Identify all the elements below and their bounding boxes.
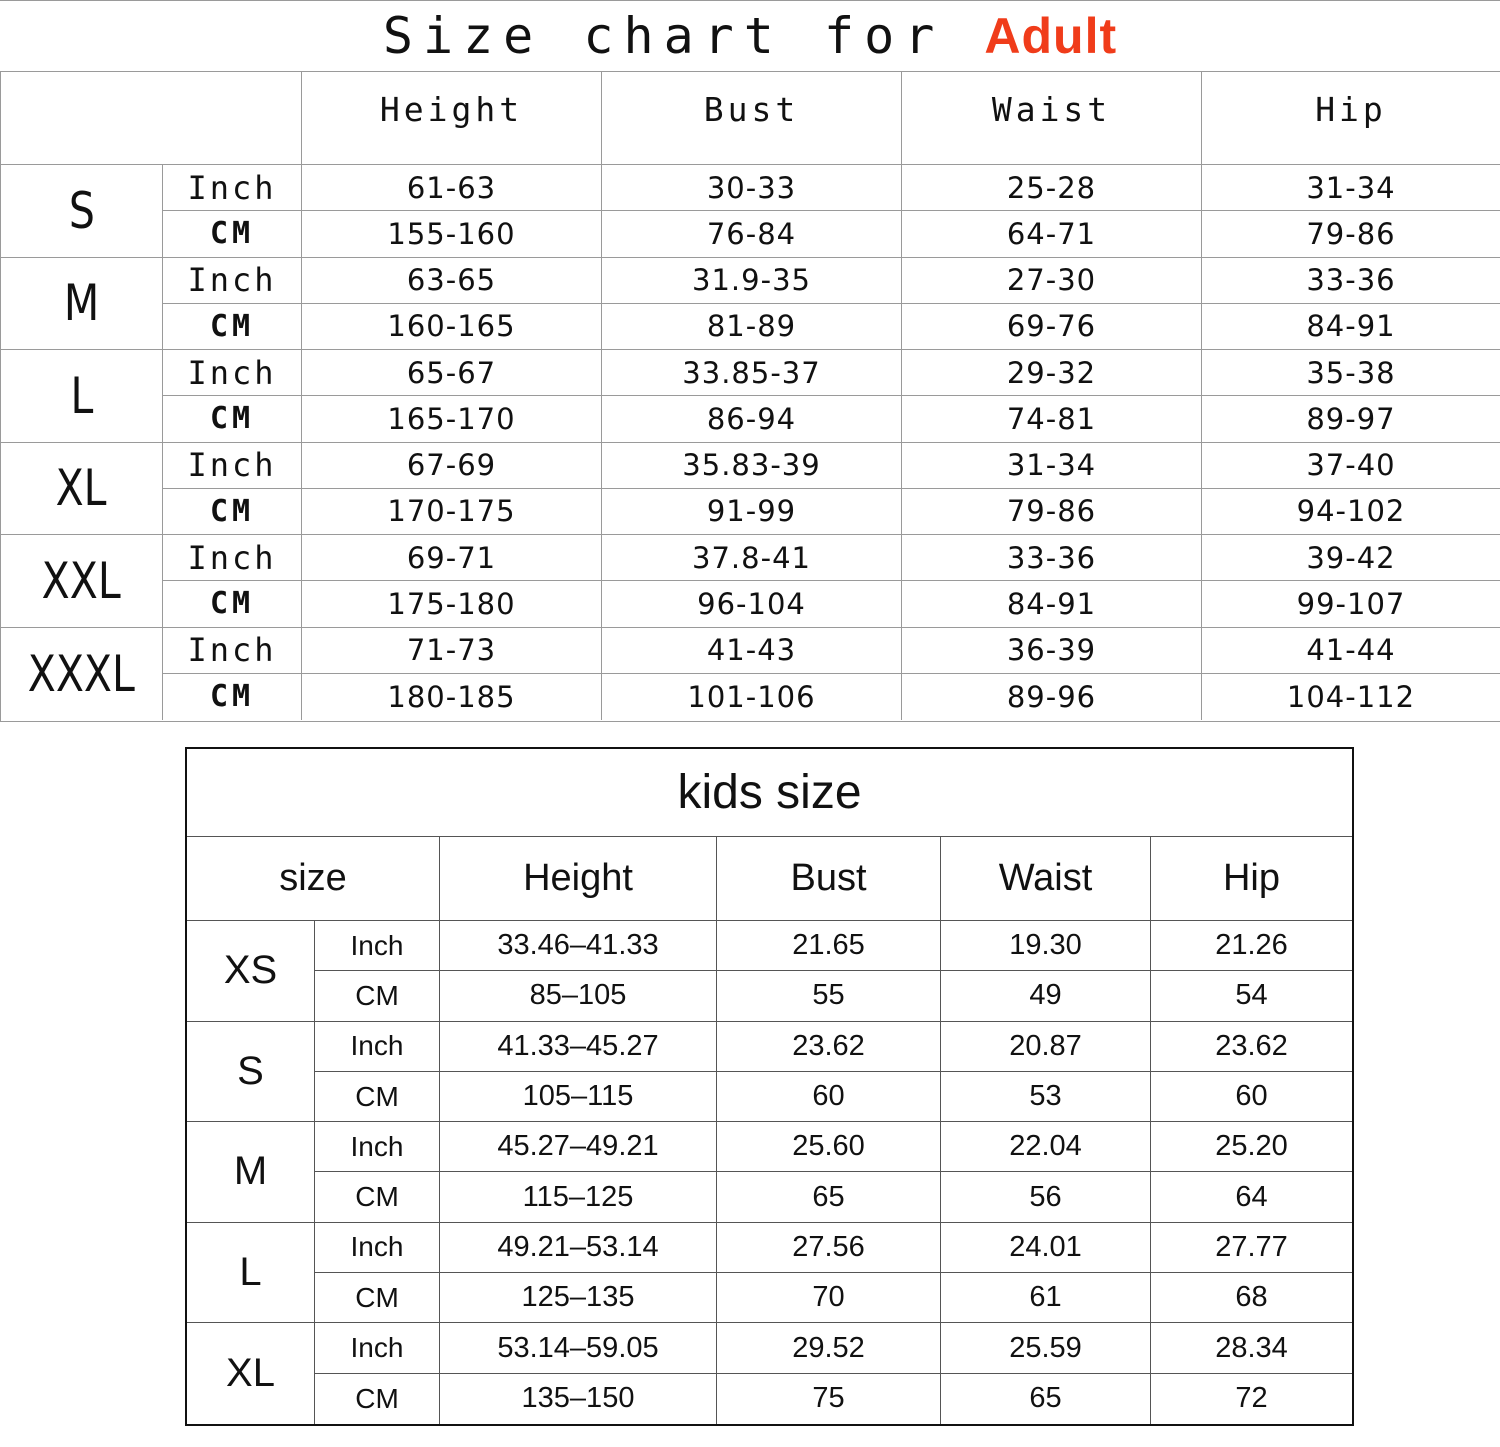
adult-waist-inch-cell: 27-30	[902, 258, 1202, 304]
kids-bust-cm-cell: 65	[717, 1172, 941, 1222]
kids-header-waist: Waist	[941, 837, 1151, 921]
kids-header-bust: Bust	[717, 837, 941, 921]
adult-size-label	[1, 535, 163, 628]
kids-height-cm-cell: 135–150	[440, 1374, 717, 1424]
kids-bust-cm-cell: 70	[717, 1273, 941, 1323]
adult-height-cm-cell: 160-165	[302, 304, 602, 350]
kids-waist-cm-cell: 56	[941, 1172, 1151, 1222]
adult-size-xxxl: XXXL	[27, 644, 136, 703]
adult-height-inch-cell: 65-67	[302, 350, 602, 396]
adult-hip-inch-cell: 31-34	[1202, 165, 1500, 211]
adult-size-label	[1, 258, 163, 351]
adult-hip-cm-cell: 94-102	[1202, 489, 1500, 535]
adult-size-label	[1, 165, 163, 258]
adult-size-label	[1, 628, 163, 721]
adult-unit-cm: CM	[163, 211, 302, 257]
kids-size-table	[187, 837, 1352, 1424]
adult-hip-inch-cell: 39-42	[1202, 535, 1500, 581]
kids-hip-cm-cell: 72	[1235, 1382, 1268, 1415]
adult-hip-cm-cell: 104-112	[1202, 674, 1500, 720]
adult-height-cm-cell: 180-185	[302, 674, 602, 720]
adult-header-height: Height	[302, 72, 602, 165]
kids-hip-inch-cell: 25.20	[1151, 1122, 1352, 1172]
adult-header-corner	[1, 72, 302, 165]
adult-hip-cm-cell: 89-97	[1202, 396, 1500, 442]
kids-hip-cm-cell: 54	[1151, 971, 1352, 1021]
kids-bust-inch-cell: 21.65	[717, 921, 941, 971]
kids-bust-cm-cell: 60	[717, 1072, 941, 1122]
kids-height-inch-cell: 45.27–49.21	[440, 1122, 717, 1172]
adult-bust-cm-cell: 86-94	[602, 396, 902, 442]
adult-waist-cm-cell: 79-86	[902, 489, 1202, 535]
adult-waist-inch-cell: 29-32	[902, 350, 1202, 396]
kids-height-cm-cell: 85–105	[440, 971, 717, 1021]
adult-bust-cm-cell: 81-89	[602, 304, 902, 350]
kids-unit-inch: Inch	[315, 921, 440, 971]
adult-hip-inch-cell: 33-36	[1202, 258, 1500, 304]
kids-unit-cm: CM	[315, 971, 440, 1021]
kids-height-cm-cell: 105–115	[440, 1072, 717, 1122]
adult-height-inch-cell: 67-69	[302, 443, 602, 489]
kids-header-size: size	[187, 837, 440, 921]
kids-waist-inch-cell: 22.04	[941, 1122, 1151, 1172]
adult-size-chart	[0, 0, 1500, 722]
kids-height-inch-cell: 41.33–45.27	[440, 1022, 717, 1072]
kids-size-chart	[185, 747, 1354, 1426]
adult-waist-inch-cell: 31-34	[902, 443, 1202, 489]
adult-header-hip: Hip	[1202, 72, 1500, 165]
adult-size-xxl: XXL	[41, 551, 122, 610]
adult-title-prefix: Size chart for	[382, 7, 985, 65]
adult-bust-inch-cell: 35.83-39	[602, 443, 902, 489]
adult-waist-cm-cell: 84-91	[902, 581, 1202, 627]
adult-bust-cm-cell: 101-106	[602, 674, 902, 720]
adult-size-table	[0, 72, 1500, 722]
adult-waist-cm-cell: 89-96	[902, 674, 1202, 720]
kids-height-inch-cell: 49.21–53.14	[440, 1223, 717, 1273]
kids-bust-inch-cell: 25.60	[717, 1122, 941, 1172]
adult-chart-title	[0, 0, 1500, 72]
kids-unit-inch: Inch	[315, 1323, 440, 1373]
kids-waist-cm-cell: 53	[941, 1072, 1151, 1122]
adult-unit-inch: Inch	[163, 258, 302, 304]
adult-waist-cm-cell: 69-76	[902, 304, 1202, 350]
kids-waist-cm-cell: 61	[941, 1273, 1151, 1323]
adult-hip-inch-cell: 37-40	[1202, 443, 1500, 489]
kids-hip-inch-cell: 23.62	[1151, 1022, 1352, 1072]
adult-unit-inch: Inch	[163, 350, 302, 396]
kids-size-xl: XL	[187, 1323, 315, 1424]
kids-unit-inch: Inch	[315, 1122, 440, 1172]
adult-unit-cm: CM	[163, 489, 302, 535]
kids-hip-cm-cell: 60	[1151, 1072, 1352, 1122]
adult-height-cm-cell: 155-160	[302, 211, 602, 257]
adult-unit-cm: CM	[163, 581, 302, 627]
kids-waist-inch-cell: 25.59	[941, 1323, 1151, 1373]
adult-size-m: M	[63, 274, 100, 333]
adult-bust-inch-cell: 33.85-37	[602, 350, 902, 396]
kids-size-s: S	[187, 1022, 315, 1123]
kids-height-cm-cell: 115–125	[440, 1172, 717, 1222]
adult-height-inch-cell: 71-73	[302, 628, 602, 674]
kids-hip-cm-cell: 68	[1151, 1273, 1352, 1323]
adult-bust-inch-cell: 30-33	[602, 165, 902, 211]
adult-bust-cm-cell: 96-104	[602, 581, 902, 627]
kids-unit-cm: CM	[315, 1374, 440, 1424]
adult-unit-cm: CM	[163, 304, 302, 350]
adult-height-inch-cell: 63-65	[302, 258, 602, 304]
adult-size-xl: XL	[56, 459, 107, 518]
adult-size-l: L	[70, 366, 93, 425]
kids-hip-inch-cell: 28.34	[1151, 1323, 1352, 1373]
kids-header-height: Height	[440, 837, 717, 921]
adult-size-label	[1, 350, 163, 443]
adult-unit-inch: Inch	[163, 535, 302, 581]
kids-bust-inch-cell: 23.62	[717, 1022, 941, 1072]
kids-size-m: M	[187, 1122, 315, 1223]
kids-header-hip: Hip	[1151, 837, 1352, 921]
adult-waist-inch-cell: 25-28	[902, 165, 1202, 211]
adult-size-s: S	[68, 181, 95, 240]
kids-bust-cm-cell: 75	[717, 1374, 941, 1424]
adult-header-waist: Waist	[902, 72, 1202, 165]
kids-unit-cm: CM	[315, 1072, 440, 1122]
adult-hip-cm-cell: 79-86	[1202, 211, 1500, 257]
adult-hip-cm-cell: 99-107	[1202, 581, 1500, 627]
adult-title-highlight: Adult	[984, 8, 1118, 64]
kids-chart-title: kids size	[187, 749, 1352, 837]
adult-height-inch-cell: 61-63	[302, 165, 602, 211]
adult-waist-cm-cell: 64-71	[902, 211, 1202, 257]
kids-waist-cm-cell: 65	[941, 1374, 1151, 1424]
adult-size-label	[1, 443, 163, 536]
kids-waist-cm-cell: 49	[941, 971, 1151, 1021]
adult-bust-cm-cell: 76-84	[602, 211, 902, 257]
adult-bust-inch-cell: 41-43	[602, 628, 902, 674]
kids-unit-cm: CM	[315, 1172, 440, 1222]
kids-hip-inch-cell: 21.26	[1151, 921, 1352, 971]
kids-unit-inch: Inch	[315, 1223, 440, 1273]
kids-waist-inch-cell: 20.87	[941, 1022, 1151, 1072]
kids-waist-inch-cell: 24.01	[941, 1223, 1151, 1273]
adult-waist-inch-cell: 36-39	[902, 628, 1202, 674]
adult-unit-cm: CM	[163, 396, 302, 442]
adult-height-cm-cell: 170-175	[302, 489, 602, 535]
adult-height-cm-cell: 165-170	[302, 396, 602, 442]
adult-hip-inch-cell: 35-38	[1202, 350, 1500, 396]
kids-hip-inch-cell: 27.77	[1151, 1223, 1352, 1273]
kids-unit-inch: Inch	[315, 1022, 440, 1072]
kids-bust-inch-cell: 29.52	[717, 1323, 941, 1373]
kids-height-inch-cell: 33.46–41.33	[440, 921, 717, 971]
adult-bust-inch-cell: 37.8-41	[602, 535, 902, 581]
adult-waist-cm-cell: 74-81	[902, 396, 1202, 442]
kids-unit-cm: CM	[315, 1273, 440, 1323]
kids-size-xs: XS	[187, 921, 315, 1022]
adult-height-cm-cell: 175-180	[302, 581, 602, 627]
adult-header-bust: Bust	[602, 72, 902, 165]
adult-hip-cm-cell: 84-91	[1202, 304, 1500, 350]
kids-bust-inch-cell: 27.56	[717, 1223, 941, 1273]
kids-height-cm-cell: 125–135	[440, 1273, 717, 1323]
adult-unit-inch: Inch	[163, 165, 302, 211]
adult-waist-inch-cell: 33-36	[902, 535, 1202, 581]
adult-hip-inch-cell: 41-44	[1202, 628, 1500, 674]
kids-waist-inch-cell: 19.30	[941, 921, 1151, 971]
kids-bust-cm-cell: 55	[717, 971, 941, 1021]
kids-hip-cm-cell: 64	[1151, 1172, 1352, 1222]
adult-unit-inch: Inch	[163, 443, 302, 489]
kids-height-inch-cell: 53.14–59.05	[440, 1323, 717, 1373]
kids-size-l: L	[187, 1223, 315, 1324]
adult-unit-cm: CM	[163, 674, 302, 720]
adult-height-inch-cell: 69-71	[302, 535, 602, 581]
adult-bust-inch-cell: 31.9-35	[602, 258, 902, 304]
adult-bust-cm-cell: 91-99	[602, 489, 902, 535]
adult-unit-inch: Inch	[163, 628, 302, 674]
